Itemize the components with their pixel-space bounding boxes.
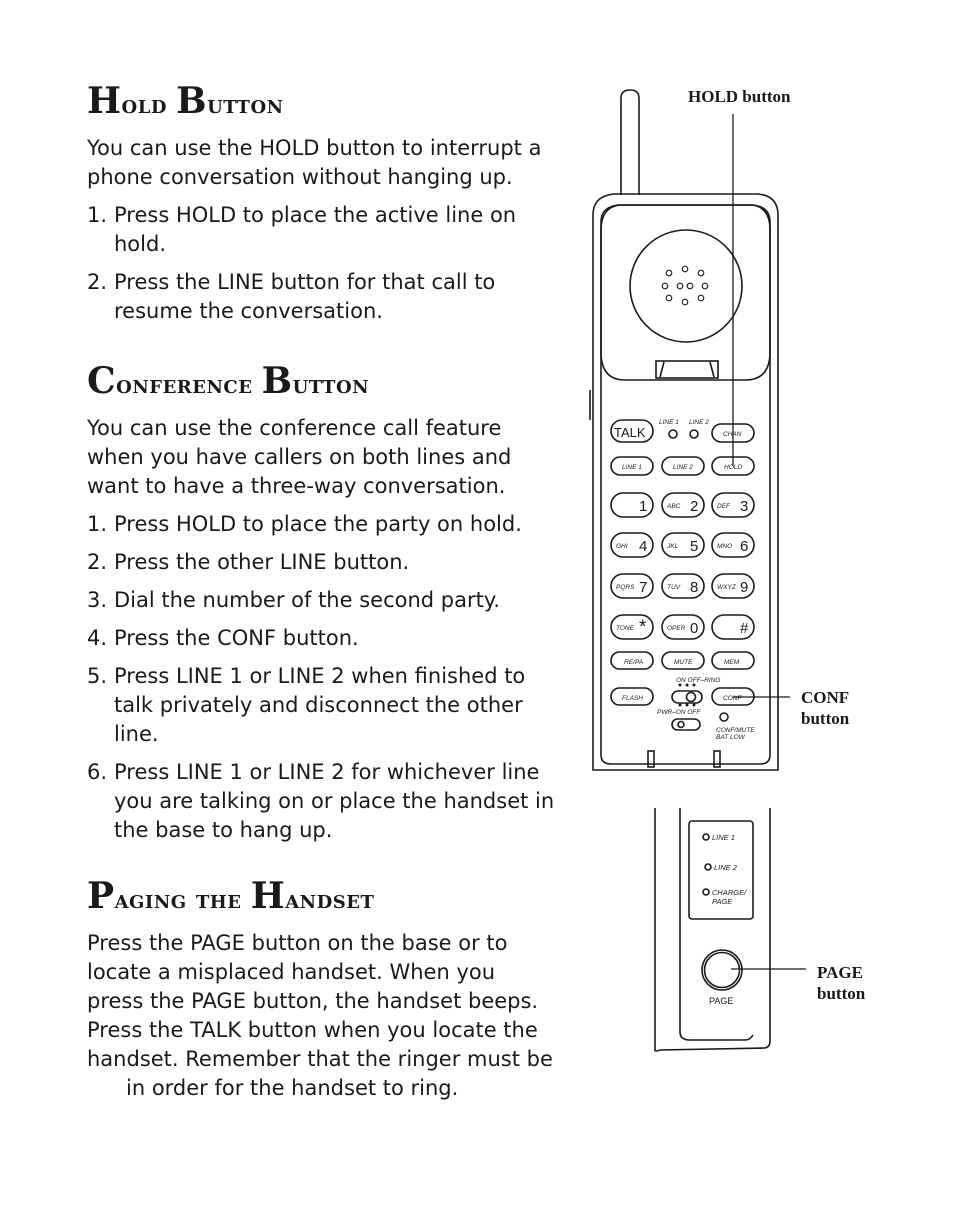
key-digit: 3 [740,498,749,515]
key-digit: # [740,620,749,637]
base-charge-page-label: PAGE [712,897,733,906]
hold-steps [87,201,557,326]
key-letters: JKL [667,543,679,550]
hold-key-label: HOLD [724,464,743,471]
key-letters: TONE [616,625,634,632]
earpiece-circle [630,230,742,342]
conf-callout-line2: button [801,709,850,728]
hold-callout-label: HOLD button [688,87,791,106]
conf-callout-label [801,687,849,729]
key-letters: PQRS [616,584,635,591]
key-digit: 5 [690,538,699,555]
key-letters: MNO [717,543,733,550]
key-digit: 1 [639,498,648,515]
bat-low-label: BAT LOW [716,734,745,741]
line2-key [662,457,704,475]
conference-intro: You can use the conference call feature when you have callers on both lines and want to have a three-way conversation. [87,416,512,498]
key-digit: 2 [690,498,699,515]
antenna [621,90,639,195]
hold-section [87,80,557,326]
key-digit: 4 [639,538,648,555]
repa-label: RE/PA [624,659,644,666]
handset-outline [593,194,778,770]
chan-label: CHAN [723,431,742,438]
conference-heading: Conference Button [87,360,370,402]
hold-intro: You can use the HOLD button to interrupt a phone conversation without hanging up. [87,136,542,189]
base-indicator-panel [689,821,753,919]
power-switch [672,719,700,730]
key-digit: 0 [690,620,699,637]
conference-step: 4. Press the CONF button. [87,626,359,650]
instructions-column [87,80,557,1103]
paging-heading: Paging the Handset [87,875,375,917]
display-window [656,361,718,378]
conference-steps [87,510,557,845]
ringer-label: ON OFF–RING [676,677,721,684]
hold-heading: Hold Button [87,80,284,122]
conf-mute-label: CONF/MUTE [716,727,755,734]
conference-step: 3. Dial the number of the second party. [87,588,500,612]
conf-key [712,688,754,705]
line1-led-label: LINE 1 [659,419,679,426]
mem-label: MEM [724,659,740,666]
page-callout-label [817,962,865,1004]
page-key [702,950,742,990]
flash-label: FLASH [622,695,643,702]
key-letters: ABC [667,503,681,510]
key-digit: * [639,617,647,638]
keypad-keys [611,493,754,639]
talk-key [611,420,653,442]
paging-body-end: in order for the handset to ring. [126,1076,459,1100]
flash-key [611,688,653,705]
hold-step: 1. Press HOLD to place the active line on hold. [87,203,517,256]
line1-key-label: LINE 1 [622,464,642,471]
line1-key [611,457,653,475]
base-line1-label: LINE 1 [712,833,735,842]
conference-step: 1. Press HOLD to place the party on hold. [87,512,522,536]
line2-led-label: LINE 2 [689,419,709,426]
line2-key-label: LINE 2 [673,464,693,471]
key-letters: DEF [717,503,730,510]
key-digit: 8 [690,579,699,596]
key-digit: 9 [740,579,749,596]
hold-key [712,457,754,475]
hold-step: 2. Press the LINE button for that call to resume the conversation. [87,270,496,323]
talk-label: TALK [614,425,646,440]
conf-mute-led [720,713,728,721]
conf-callout-line1: CONF [801,688,850,707]
key-digit: 7 [639,579,648,596]
conference-step: 2. Press the other LINE button. [87,550,410,574]
paging-section [87,875,557,1103]
key-letters: OPER [667,625,686,632]
power-label: PWR–ON OFF [657,709,701,716]
base-outline [655,808,770,1051]
conference-step: 5. Press LINE 1 or LINE 2 when finished to talk privately and disconnect the other line. [87,664,526,746]
key-letters: WXYZ [717,584,736,591]
base-page-label: PAGE [709,996,734,1006]
earpiece-area [601,205,770,380]
chan-key [712,424,754,442]
base-charge-label: CHARGE/ [712,888,747,897]
key-letters: TUV [667,584,680,591]
key-letters: GHI [616,543,628,550]
ringer-switch [672,691,702,703]
conf-key-label: CONF [723,695,742,702]
conference-section [87,360,557,845]
key-digit: 6 [740,538,749,555]
conference-step: 6. Press LINE 1 or LINE 2 for whichever line you are talking on or place the handset in the base to hang up. [87,760,555,842]
page-callout-line1: PAGE [817,963,863,982]
paging-body: Press the PAGE button on the base or to locate a misplaced handset. When you press the PAGE button, the handset beeps. Press the TALK button when you locate the handset. Remember that the ringer must be [87,931,553,1071]
page-callout-line2: button [817,984,866,1003]
base-line2-label: LINE 2 [714,863,737,872]
mute-label: MUTE [674,659,693,666]
